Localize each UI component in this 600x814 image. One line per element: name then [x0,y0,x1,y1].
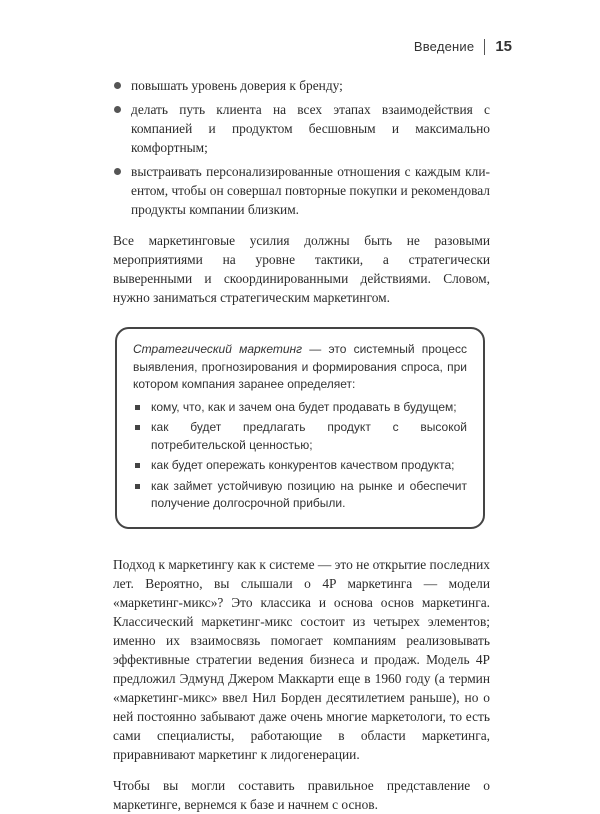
bullet-square-icon [135,484,140,489]
bullet-square-icon [135,463,140,468]
bullet-dot-icon [114,82,121,89]
list-item: выстраивать персонализированные отношения с каждым клиентом, чтобы он совершал повторные покупки и рекомендовал продукты компании близким. [113,162,490,219]
goals-list [113,76,490,219]
definition-box [115,327,485,529]
bullet-dot-icon [114,168,121,175]
running-header [414,38,512,55]
list-item: как займет устойчивую позицию на рынке и обеспечит получение долгосрочной прибыли. [133,478,467,513]
list-item: делать путь клиента на всех этапах взаимодействия с компанией и продуктом бесшовным и максимально комфортным; [113,100,490,157]
list-item: повышать уровень доверия к бренду; [113,76,490,95]
bullet-square-icon [135,425,140,430]
list-item: как будет предлагать продукт с высокой потребительской ценностью; [133,419,467,454]
paragraph: Чтобы вы могли составить правильное представление о маркетинге, вернемся к базе и начнем с основ. [113,777,490,812]
section-title: Введение [413,39,475,54]
list-item: как будет опережать конкурентов качеством продукта; [133,457,467,475]
page-number: 15 [495,38,512,55]
definition-text: Стратегический маркетинг — это системный процесс выявления, прогнозирования и формирования спроса, при котором компания заранее определяет: [133,342,467,391]
definition-term: Стратегический маркетинг [133,342,303,356]
bullet-square-icon [135,405,140,410]
page-content [113,76,490,814]
header-divider [484,39,485,55]
list-item: кому, что, как и зачем она будет продавать в будущем; [133,399,467,417]
bullet-dot-icon [114,106,121,113]
paragraph: Все маркетинговые усилия должны быть не разовыми мероприятиями на уровне тактики, а стратегически выверенными и скоординированными действиями. Словом, нужно заниматься стратегическим маркетингом. [113,233,490,305]
paragraph: Подход к маркетингу как к системе — это не открытие последних лет. Вероятно, вы слышали о 4P маркетинга — модели «маркетинг-микс»? Это классика и основа основ маркетинга. Классический маркетинг-микс состоит из четырех элементов; именно их взаимосвязь помогает компаниям реализовывать эффективные стратегии ведения бизнеса и продаж. Модель 4P предложил Эдмунд Джером Маккарти еще в 1960 году (а термин «маркетинг-микс» ввел Нил Борден десятилетием раньше), но о ней постоянно забывают даже очень многие маркетологи, то есть сами специалисты, работающие в области маркетинга, приравнивают маркетинг к лидогенерации. [113,556,490,762]
definition-list [133,399,467,513]
